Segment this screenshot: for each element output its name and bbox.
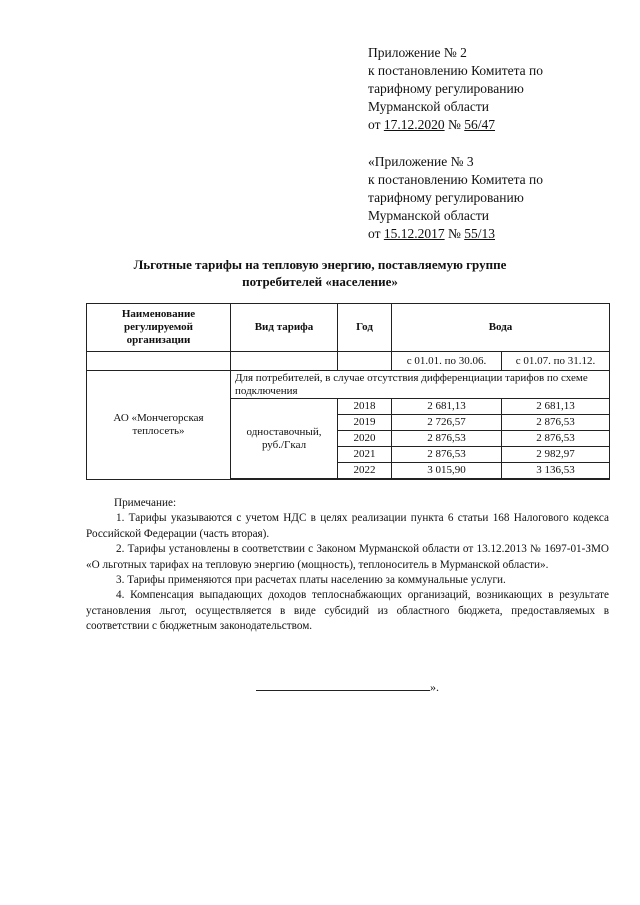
annex-date-line: [368, 225, 543, 243]
annex-date: 15.12.2017: [383, 226, 445, 241]
annex-line: тарифному регулированию: [368, 81, 524, 96]
tariff-kind: одноставочный, руб./Гкал: [231, 399, 338, 479]
tariff-h2: 2 876,53: [502, 415, 610, 431]
tariff-h1: 3 015,90: [392, 463, 502, 479]
tariff-table: [86, 303, 610, 480]
empty-cell: [338, 352, 392, 371]
closing-quote: ».: [430, 680, 439, 694]
tariff-h1: 2 726,57: [392, 415, 502, 431]
number-sign: №: [447, 117, 461, 132]
empty-cell: [87, 352, 231, 371]
annex-line: к постановлению Комитета по: [368, 63, 543, 78]
period-row: [87, 352, 610, 371]
annex-line: к постановлению Комитета по: [368, 172, 543, 187]
annex-line: Мурманской области: [368, 208, 489, 223]
title-line: Льготные тарифы на тепловую энергию, поставляемую группе: [133, 257, 507, 272]
tariff-h1: 2 681,13: [392, 399, 502, 415]
note-item: 2. Тарифы установлены в соответствии с Законом Мурманской области от 13.12.2013 № 1697-01-ЗМО «О льготных тарифах на тепловую энергию (мощность), теплоноситель в Мурманской области».: [86, 543, 609, 571]
year-cell: 2021: [338, 447, 392, 463]
annex-line: тарифному регулированию: [368, 190, 524, 205]
from-label: от: [368, 117, 381, 132]
period-second-half: с 01.07. по 31.12.: [502, 352, 610, 371]
annex-title: «Приложение № 3: [368, 154, 474, 169]
note-item: 3. Тарифы применяются при расчетах платы населению за коммунальные услуги.: [116, 574, 506, 587]
note-item: 1. Тарифы указываются с учетом НДС в целях реализации пункта 6 статьи 168 Налогового кодекса Российской Федерации (часть вторая).: [86, 512, 609, 540]
note-item: 4. Компенсация выпадающих доходов теплоснабжающих организаций, возникающих в результате установления льгот, осуществляется в виде субсидий из областного бюджета, предоставляемых в соответствии с бюджетным законодательством.: [86, 589, 609, 633]
title-line: потребителей «население»: [242, 274, 398, 289]
tariff-h2: 2 681,13: [502, 399, 610, 415]
header-year: Год: [338, 304, 392, 352]
tariff-h2: 2 982,97: [502, 447, 610, 463]
tariff-h1: 2 876,53: [392, 431, 502, 447]
tariff-h2: 2 876,53: [502, 431, 610, 447]
from-label: от: [368, 226, 381, 241]
annex-header-previous: [368, 153, 543, 243]
annex-number: 55/13: [464, 226, 496, 241]
year-cell: 2019: [338, 415, 392, 431]
year-cell: 2020: [338, 431, 392, 447]
header-water: Вода: [392, 304, 610, 352]
notes-section: [86, 496, 609, 635]
period-first-half: с 01.01. по 30.06.: [392, 352, 502, 371]
annex-date: 17.12.2020: [383, 117, 445, 132]
annex-header: [368, 44, 543, 134]
organization-name: АО «Мончегорская теплосеть»: [87, 371, 231, 480]
closing-line: [256, 678, 439, 695]
header-row: [87, 304, 610, 352]
tariff-h1: 2 876,53: [392, 447, 502, 463]
annex-title: Приложение № 2: [368, 45, 467, 60]
document-title: [100, 256, 540, 290]
blank-underline: [256, 678, 430, 691]
annex-date-line: [368, 116, 543, 134]
header-org: Наименование регулируемой организации: [87, 304, 231, 352]
tariff-h2: 3 136,53: [502, 463, 610, 479]
consumers-note: Для потребителей, в случае отсутствия дифференциации тарифов по схеме подключения: [231, 371, 610, 399]
notes-heading: Примечание:: [114, 497, 177, 509]
spacer-cell: [231, 479, 610, 480]
year-cell: 2022: [338, 463, 392, 479]
consumers-row: [87, 371, 610, 399]
annex-line: Мурманской области: [368, 99, 489, 114]
empty-cell: [231, 352, 338, 371]
annex-number: 56/47: [464, 117, 496, 132]
header-tariff-type: Вид тарифа: [231, 304, 338, 352]
number-sign: №: [447, 226, 461, 241]
year-cell: 2018: [338, 399, 392, 415]
